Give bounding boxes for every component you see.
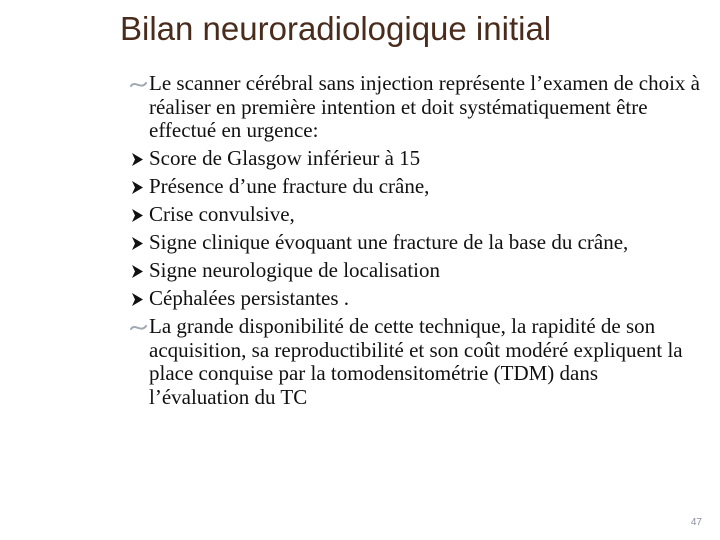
arrow-bullet-icon [130,287,149,311]
list-item-text: Le scanner cérébral sans injection représente l’examen de choix à réaliser en première intention et doit systématiquement être effectué en urgence: [149,71,700,142]
list-item [130,72,700,143]
list-item-text: La grande disponibilité de cette technique, la rapidité de son acquisition, sa reproductibilité et son coût modéré expliquent la place conquise par la tomodensitométrie (TDM) dans l’évaluation du TC [149,314,683,409]
arrow-bullet-icon [130,147,149,171]
bullet-list [130,72,700,414]
page-number: 47 [690,517,702,528]
arrow-bullet-icon [130,203,149,227]
list-item-text: Signe neurologique de localisation [149,258,441,282]
arrow-bullet-icon [130,231,149,255]
arrow-bullet-icon [130,175,149,199]
list-item [130,259,700,283]
list-item-text: Signe clinique évoquant une fracture de la base du crâne, [149,230,629,254]
list-item [130,175,700,199]
list-item [130,147,700,171]
flourish-bullet-icon [130,315,149,339]
list-item [130,231,700,255]
list-item-text: Céphalées persistantes . [149,286,350,310]
list-item-text: Crise convulsive, [149,202,295,226]
slide-title: Bilan neuroradiologique initial [120,10,552,47]
flourish-bullet-icon [130,72,149,96]
list-item-text: Présence d’une fracture du crâne, [149,174,430,198]
list-item [130,315,700,409]
list-item [130,203,700,227]
arrow-bullet-icon [130,259,149,283]
list-item-text: Score de Glasgow inférieur à 15 [149,146,421,170]
list-item [130,287,700,311]
